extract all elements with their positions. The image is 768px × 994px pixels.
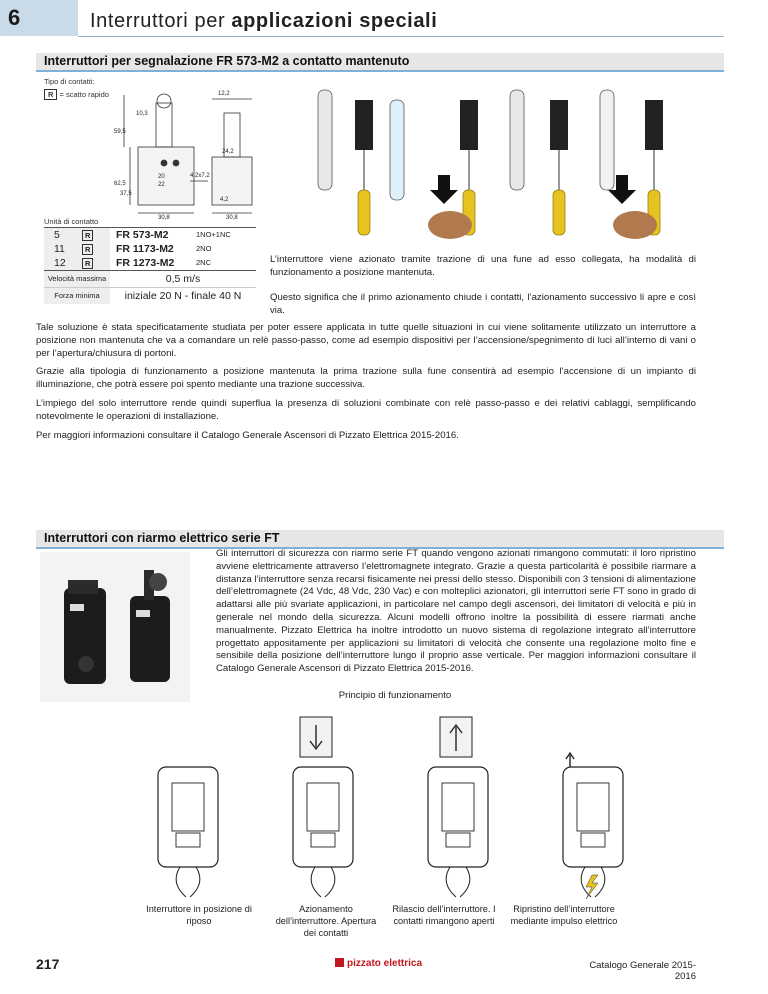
caption-release: Rilascio dell’interruttore. I contatti rimangono aperti [392, 904, 496, 926]
section-rule [36, 70, 724, 72]
dim-3: 24,2 [222, 149, 234, 155]
contact-badge: R [44, 89, 57, 100]
dim-11: 30,8 [226, 215, 238, 220]
chapter-number: 6 [0, 0, 78, 36]
spec-table [44, 227, 256, 304]
dim-0: 12,2 [218, 91, 230, 97]
dim-5: 22 [158, 182, 165, 188]
dim-1: 10,3 [136, 111, 148, 117]
page-title-bold: applicazioni speciali [231, 10, 438, 32]
ft-switch-photo [40, 552, 190, 702]
force-value: iniziale 20 N - finale 40 N [124, 290, 242, 302]
principle-diagram [150, 715, 630, 905]
fr573-description-2: Questo significa che il primo azionamento chiude i contatti, l’azionamento successivo li apre e così via. [270, 292, 696, 316]
row-badge: R [82, 258, 93, 269]
unit-label: Unità di contatto [44, 217, 99, 226]
brand-mark-icon [335, 958, 344, 967]
dim-6: 4,2x7,2 [190, 173, 210, 179]
caption-reset: Ripristino dell’interruttore mediante impulso elettrico [510, 904, 618, 926]
contact-legend-text: = scatto rapido [59, 90, 109, 99]
row-contacts: 1NO+1NC [196, 230, 231, 239]
spec-row [44, 242, 256, 256]
dim-7: 62,5 [114, 181, 126, 187]
ft-description: Gli interruttori di sicurezza con riarmo serie FT quando vengono azionati rimangono commutati: il loro ripristino avviene elettricamente attraverso l’elettromagnete integrato. Grazie a questa particolarità è possibile riarmare a distanza l’interruttore senza recarsi fisicamente nei pressi dello stesso. Disponibili con 3 tensioni di alimentazione dell’elettromagnete (24 Vdc, 48 Vdc, 230 Vac) e con molteplici azionatori, gli interruttori serie FT sono in grado di adattarsi alle più svariate applicazioni, in particolare nel campo degli ascensori, dei limitatori di velocità e più in generale nel mondo della sicurezza. Alcuni modelli offrono inoltre la possibilità di essere riarmati anche manualmente. Pizzato Elettrica ha inoltre introdotto un nuovo sistema di regolazione integrato all’interruttore progettato appositamente per applicazioni su limitatori di velocità che consente una regolazione molto fine e sensibile della posizione dell’interruttore lungo il proprio asse verticale. Per maggiori informazioni consultare il Catalogo Generale Ascensori di Pizzato Elettrica 2015-2016. [216, 548, 696, 675]
caption-rest: Interruttore in posizione di riposo [146, 904, 252, 926]
page-number: 217 [36, 956, 60, 972]
dim-9: 4,2 [220, 197, 229, 203]
caption-actuation: Azionamento dell’interruttore. Apertura dei contatti [275, 904, 377, 938]
paragraph-3: L’impiego del solo interruttore rende quindi superflua la presenza di soluzioni combinate con relè passo-passo e dei relativi cablaggi, semplificando notevolmente le operazioni di installazione. [36, 398, 696, 422]
row-badge: R [82, 244, 93, 255]
row-model: FR 573-M2 [116, 229, 169, 241]
page-title-light: Interruttori per [90, 10, 232, 32]
brand-name: pizzato elettrica [347, 958, 423, 969]
force-row [44, 288, 256, 304]
section-title-fr573: Interruttori per segnalazione FR 573-M2 a contatto mantenuto [36, 53, 724, 70]
fr573-description-1: L’interruttore viene azionato tramite trazione di una fune ad esso collegata, ha modalità di funzionamento a posizione mantenuta. [270, 254, 696, 278]
dimension-drawing [100, 85, 260, 220]
paragraph-1: Tale soluzione è stata specificatamente studiata per poter essere applicata in tutte quelle situazioni in cui viene solitamente utilizzato un interruttore a posizione non mantenuta che va a comandare un relè passo-passo, come ad esempio dispositivi per l’accensione/spegnimento di luci all’interno di vani o per l’apertura/chiusura di portoni. [36, 322, 696, 359]
speed-value: 0,5 m/s [165, 273, 201, 285]
row-unit: 11 [44, 242, 82, 256]
section-title-ft: Interruttori con riarmo elettrico serie FT [36, 530, 724, 547]
row-unit: 5 [44, 228, 82, 242]
paragraph-4: Per maggiori informazioni consultare il Catalogo Generale Ascensori di Pizzato Elettrica 2015-2016. [36, 430, 459, 441]
brand-logo [335, 958, 422, 969]
header-rule [78, 36, 724, 37]
row-contacts: 2NO [196, 244, 212, 253]
row-model: FR 1273-M2 [116, 257, 175, 269]
dim-4: 20 [158, 174, 165, 180]
row-contacts: 2NC [196, 258, 212, 267]
operation-illustration [300, 80, 700, 260]
row-badge: R [82, 230, 93, 241]
dim-10: 30,8 [158, 215, 170, 220]
catalog-label: Catalogo Generale 2015-2016 [589, 960, 696, 982]
speed-row [44, 271, 256, 288]
principle-title: Principio di funzionamento [338, 690, 452, 701]
contact-type-label: Tipo di contatti: [44, 77, 95, 86]
paragraph-2: Grazie alla tipologia di funzionamento a posizione mantenuta la prima trazione sulla fune consentirà ad esempio l’accensione di un impianto di illuminazione, che potrà essere poi spento mediante una trazione successiva. [36, 366, 696, 390]
row-model: FR 1173-M2 [116, 243, 174, 255]
row-unit: 12 [44, 256, 82, 270]
force-label: Forza minima [44, 288, 110, 304]
speed-label: Velocità massima [44, 271, 110, 287]
dim-2: 59,5 [114, 129, 126, 135]
spec-row [44, 228, 256, 242]
spec-row [44, 256, 256, 271]
page-title [90, 10, 437, 33]
dim-8: 37,5 [120, 191, 132, 197]
